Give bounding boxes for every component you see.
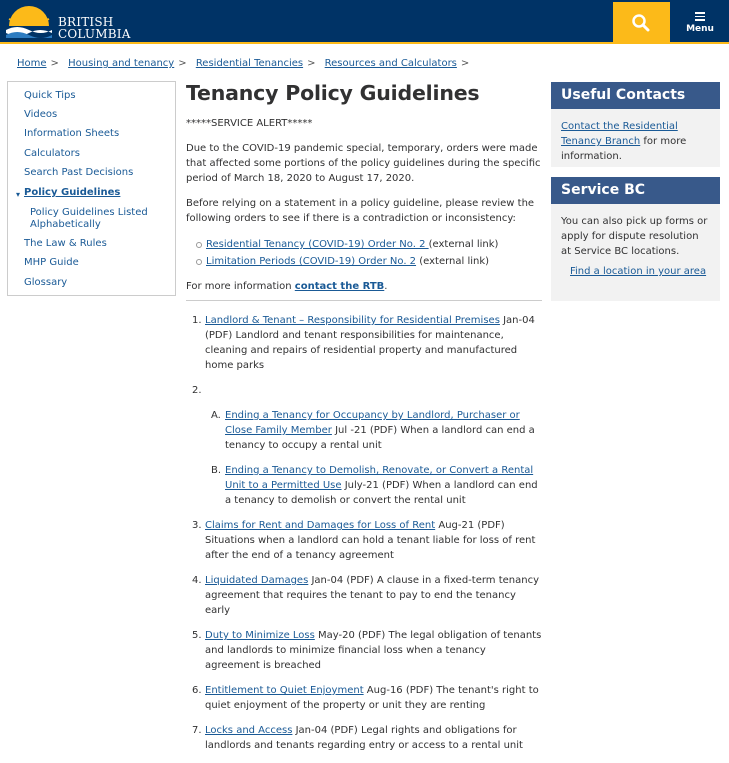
service-bc-text: You can also pick up forms or apply for dispute resolution at Service BC locations. xyxy=(561,216,708,257)
guideline-link[interactable]: Entitlement to Quiet Enjoyment xyxy=(205,685,364,696)
item-number: 5. xyxy=(192,630,202,641)
nav-item-calculators[interactable]: Calculators xyxy=(24,148,80,159)
guideline-description: Jul -21 (PDF) When a landlord can end a tenancy to occupy a rental unit xyxy=(225,425,535,451)
breadcrumb-separator: > xyxy=(50,58,59,69)
nav-item-mhp-guide[interactable]: MHP Guide xyxy=(24,257,79,268)
review-instructions: Before relying on a statement in a policy guideline, please review the following orders to see if there is a contradiction or inconsistency: xyxy=(186,198,535,224)
item-number: 1. xyxy=(192,315,202,326)
list-item xyxy=(186,573,542,618)
useful-contacts-body xyxy=(551,109,720,164)
menu-button[interactable] xyxy=(680,8,720,38)
menu-label: Menu xyxy=(686,23,714,34)
contacts-suffix: for more information. xyxy=(561,136,687,162)
logo-wordmark xyxy=(58,16,131,40)
more-info-prefix: For more information xyxy=(186,281,295,292)
guideline-description: Jan-04 (PDF) Legal rights and obligations for landlords and tenants regarding entry or access to a rental unit xyxy=(205,725,523,751)
item-number: 3. xyxy=(192,520,202,531)
service-alert: *****SERVICE ALERT***** xyxy=(186,118,313,129)
list-item xyxy=(194,236,542,253)
nav-item-guidelines-alphabetical[interactable]: Policy Guidelines Listed Alphabetically xyxy=(30,207,148,230)
guideline-description: May-20 (PDF) The legal obligation of tenants and landlords to minimize financial loss when a tenancy agreement is breached xyxy=(205,630,542,671)
breadcrumb-separator: > xyxy=(460,58,470,69)
nav-item-policy-guidelines[interactable]: Policy Guidelines xyxy=(24,187,121,198)
list-item xyxy=(186,628,542,673)
list-item xyxy=(186,383,542,508)
guideline-link[interactable]: Ending a Tenancy to Demolish, Renovate, or Convert a Rental Unit to a Permitted Use xyxy=(225,465,534,491)
guideline-link[interactable]: Liquidated Damages xyxy=(205,575,309,586)
item-number: 6. xyxy=(192,685,202,696)
item-number: 4. xyxy=(192,575,202,586)
service-bc-card xyxy=(551,177,720,301)
list-item xyxy=(205,408,542,453)
list-item xyxy=(186,723,542,753)
search-icon xyxy=(632,14,650,32)
service-bc-title: Service BC xyxy=(551,177,720,204)
nav-item-search-past-decisions[interactable]: Search Past Decisions xyxy=(24,167,134,178)
guideline-description: Aug-16 (PDF) The tenant's right to quiet enjoyment of the property or unit they are renting xyxy=(205,685,539,711)
guideline-description: Jan-04 (PDF) Landlord and tenant responsibilities for maintenance, cleaning and repairs of residential property and manufactured home parks xyxy=(205,315,535,371)
find-location-link[interactable]: Find a location in your area xyxy=(570,266,707,277)
breadcrumb-residential-tenancies[interactable]: Residential Tenancies xyxy=(195,58,304,69)
item-number: 2. xyxy=(192,385,202,396)
item-letter: A. xyxy=(211,410,221,421)
order-link-limitation-periods[interactable]: Limitation Periods (COVID-19) Order No. 2 xyxy=(206,256,417,267)
guidelines-list xyxy=(186,313,542,753)
divider xyxy=(186,300,542,301)
page-title: Tenancy Policy Guidelines xyxy=(186,81,480,105)
list-item xyxy=(186,313,542,373)
breadcrumb-separator: > xyxy=(307,58,316,69)
item-number: 7. xyxy=(192,725,202,736)
guideline-sublist xyxy=(205,408,542,508)
search-button[interactable] xyxy=(613,2,670,44)
more-info-text xyxy=(186,279,542,294)
guideline-link[interactable]: Claims for Rent and Damages for Loss of Rent xyxy=(205,520,436,531)
bc-sun-logo-icon xyxy=(6,6,52,38)
nav-item-quick-tips[interactable]: Quick Tips xyxy=(24,90,76,101)
list-item xyxy=(186,518,542,563)
breadcrumb xyxy=(17,58,475,69)
breadcrumb-home[interactable]: Home xyxy=(17,58,47,69)
guideline-link[interactable]: Duty to Minimize Loss xyxy=(205,630,315,641)
service-bc-link-item xyxy=(561,264,710,279)
covid-intro-text: Due to the COVID-19 pandemic special, temporary, orders were made that affected some portions of the policy guidelines during the specific period of March 18, 2020 to August 17, 2020. xyxy=(186,143,541,184)
breadcrumb-housing[interactable]: Housing and tenancy xyxy=(68,58,175,69)
guideline-link[interactable]: Locks and Access xyxy=(205,725,293,736)
main-content xyxy=(186,80,542,763)
guideline-description: July-21 (PDF) When a landlord can end a tenancy to demolish or convert the rental unit xyxy=(225,480,538,506)
service-bc-body xyxy=(551,204,720,279)
guideline-description: Aug-21 (PDF) Situations when a landlord can hold a tenant liable for loss of rent after the end of a tenancy agreement xyxy=(205,520,536,561)
active-marker-icon: ▾ xyxy=(16,190,21,199)
nav-item-law-rules[interactable]: The Law & Rules xyxy=(24,238,107,249)
side-navigation xyxy=(7,81,176,296)
order-link-residential-tenancy[interactable]: Residential Tenancy (COVID-19) Order No. 2 xyxy=(206,239,429,250)
contact-rtb-sidebar-link[interactable]: Contact the Residential Tenancy Branch xyxy=(561,121,678,147)
nav-item-information-sheets[interactable]: Information Sheets xyxy=(24,128,120,139)
guideline-description: Jan-04 (PDF) A clause in a fixed-term tenancy agreement that requires the tenant to pay to end the tenancy early xyxy=(205,575,540,616)
useful-contacts-card xyxy=(551,82,720,167)
list-item xyxy=(194,253,542,270)
guideline-link[interactable]: Ending a Tenancy for Occupancy by Landlord, Purchaser or Close Family Member xyxy=(225,410,520,436)
contact-rtb-link[interactable]: contact the RTB xyxy=(294,281,385,292)
site-header xyxy=(0,0,729,44)
breadcrumb-resources[interactable]: Resources and Calculators xyxy=(324,58,457,69)
external-link-note: (external link) xyxy=(416,256,490,267)
nav-item-videos[interactable]: Videos xyxy=(24,109,58,120)
hamburger-icon xyxy=(695,12,705,21)
logo-line-1: BRITISH xyxy=(58,15,114,29)
breadcrumb-separator: > xyxy=(178,58,187,69)
orders-list xyxy=(194,236,542,270)
bc-logo[interactable] xyxy=(6,6,131,41)
list-item xyxy=(205,463,542,508)
list-item xyxy=(186,683,542,713)
logo-line-2: COLUMBIA xyxy=(58,27,131,41)
more-info-suffix: . xyxy=(384,281,388,292)
item-letter: B. xyxy=(211,465,222,476)
external-link-note: (external link) xyxy=(428,239,499,250)
guideline-link[interactable]: Landlord & Tenant – Responsibility for Residential Premises xyxy=(205,315,500,326)
useful-contacts-title: Useful Contacts xyxy=(551,82,720,109)
nav-item-glossary[interactable]: Glossary xyxy=(24,277,68,288)
